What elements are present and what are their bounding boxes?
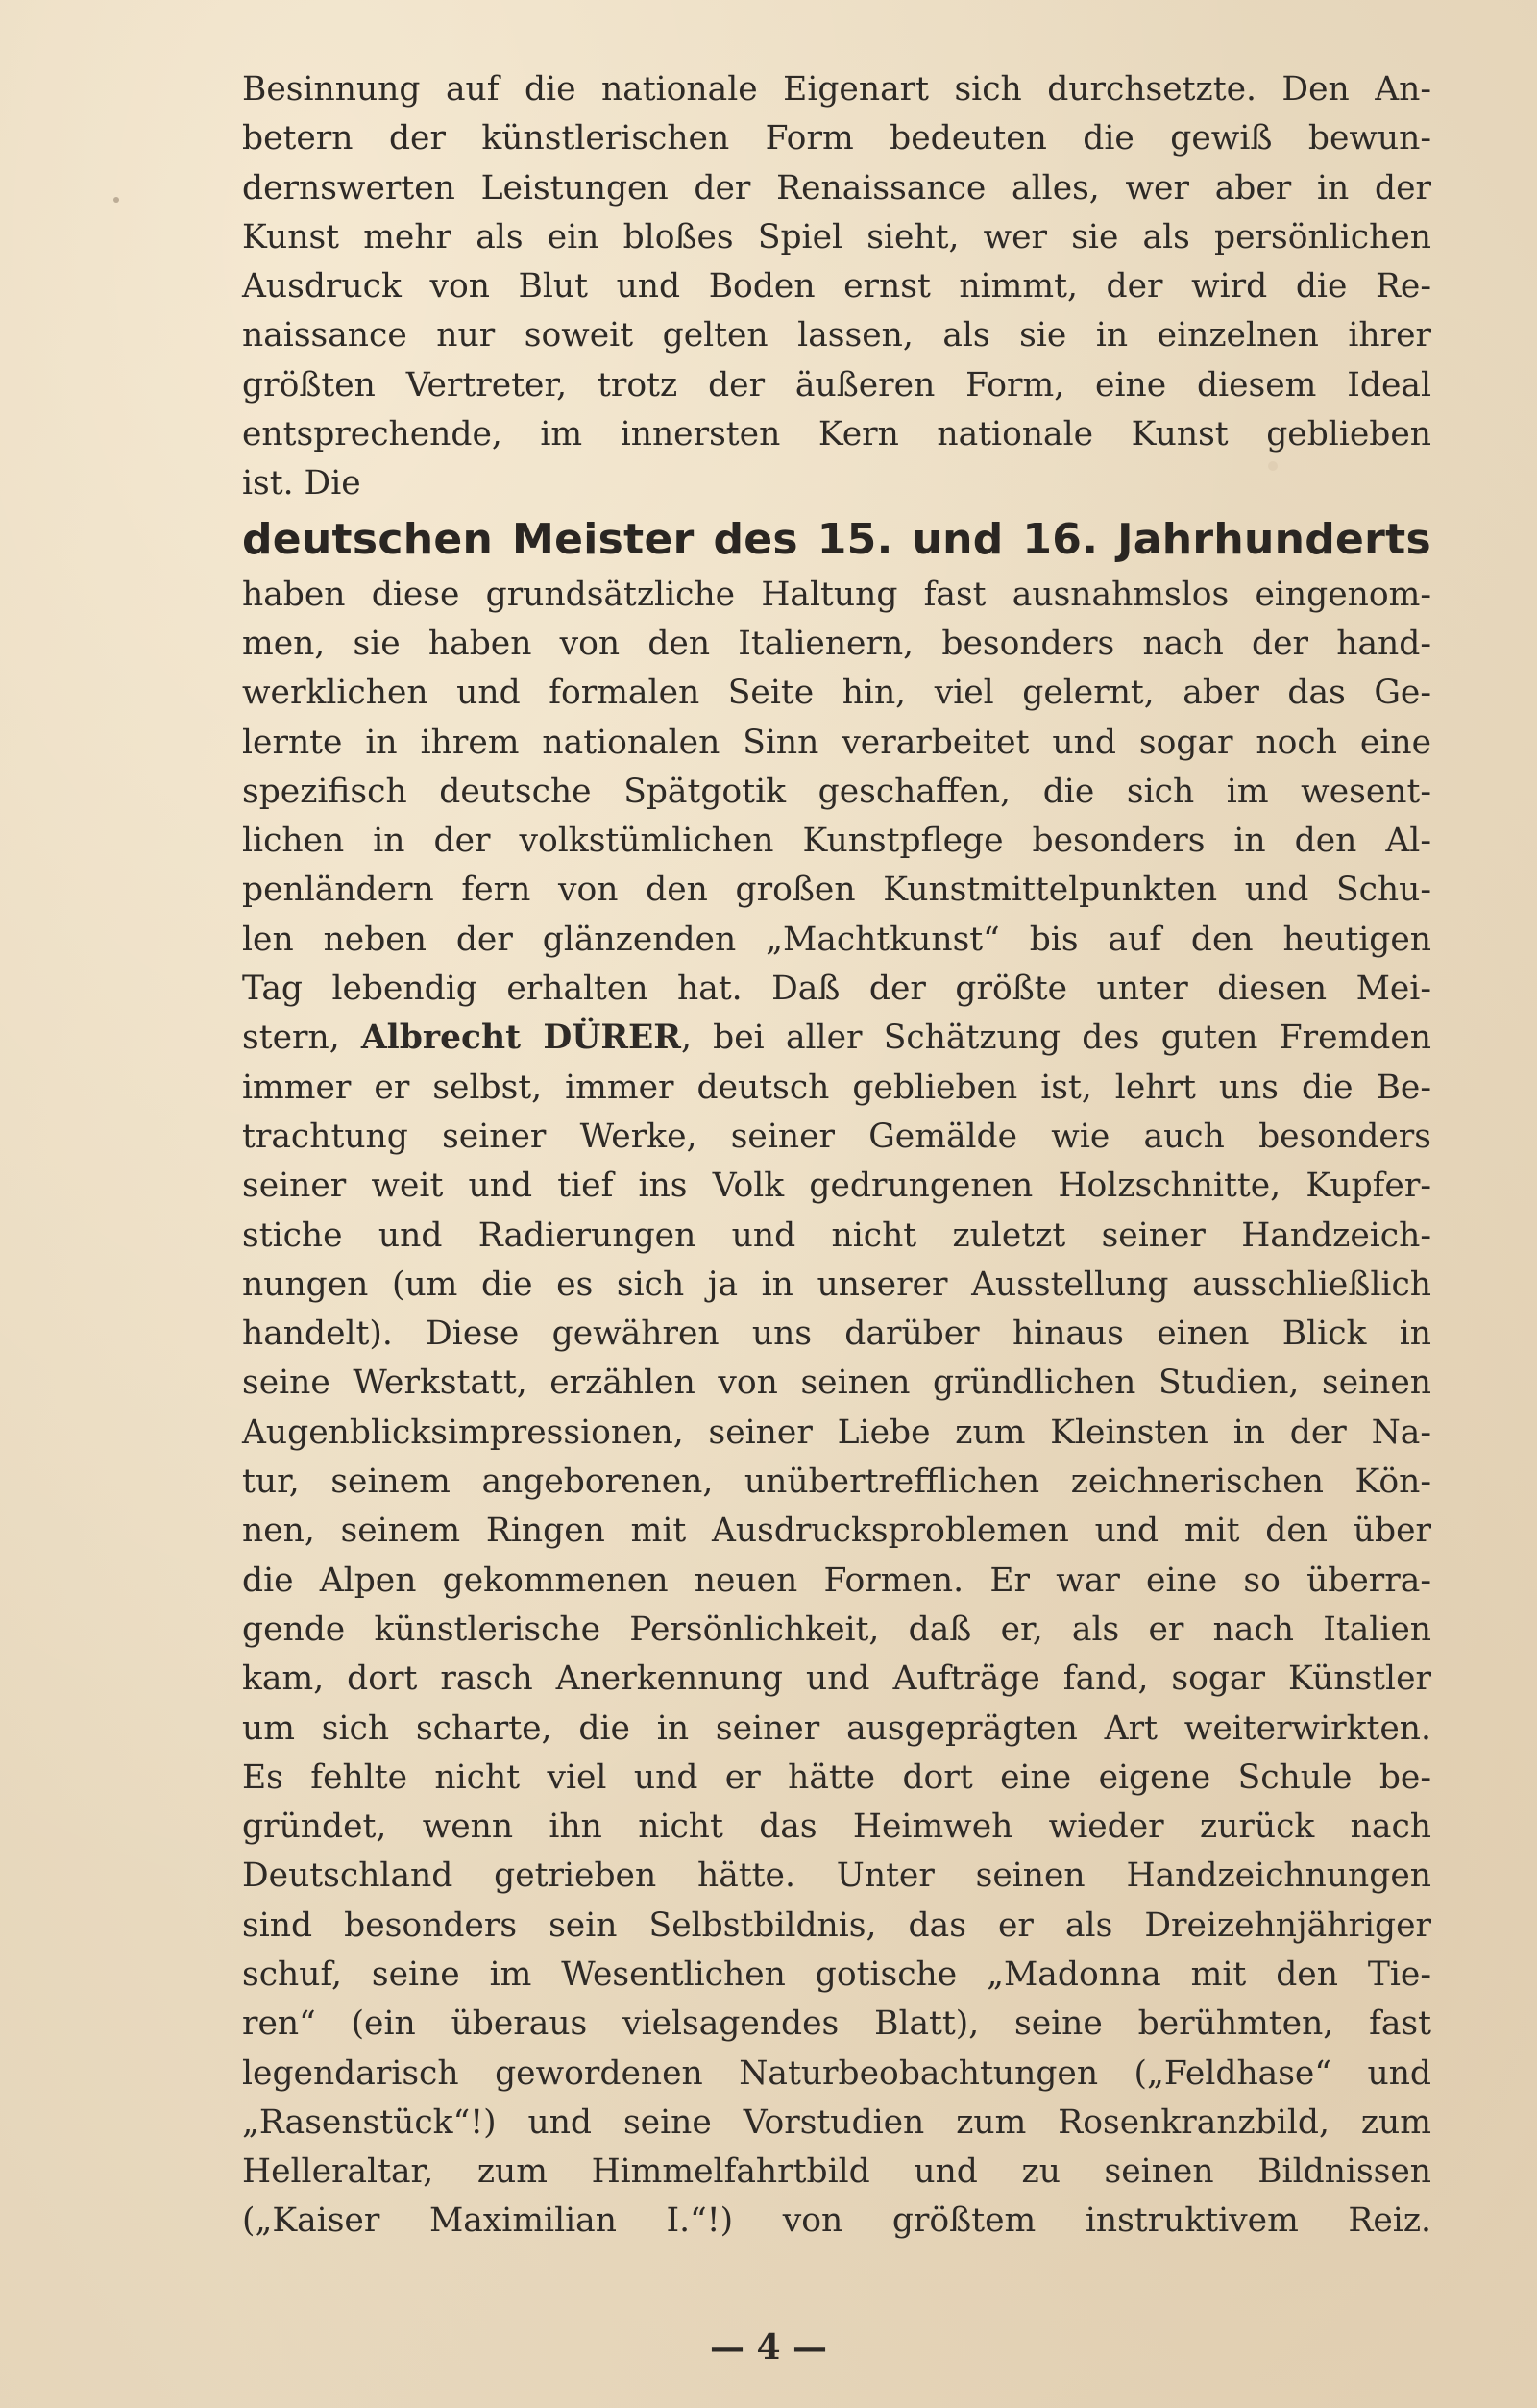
text-line: Tag lebendig erhalten hat. Daß der größte unter diesen Mei- (242, 970, 1431, 1009)
text-line: („Kaiser Maximilian I.“!) von größtem instruktivem Reiz. (242, 2201, 1431, 2241)
text-line: größten Vertreter, trotz der äußeren Form, eine diesem Ideal (242, 365, 1431, 405)
text-line: naissance nur soweit gelten lassen, als sie in einzelnen ihrer (242, 316, 1431, 356)
text-line: „Rasenstück“!) und seine Vorstudien zum Rosenkranzbild, zum (242, 2102, 1431, 2142)
text-line: Es fehlte nicht viel und er hätte dort eine eigene Schule be- (242, 1757, 1431, 1797)
paper-speck (113, 197, 119, 203)
text-line: gende künstlerische Persönlichkeit, daß er, als er nach Italien (242, 1609, 1431, 1649)
text-line: die Alpen gekommenen neuen Formen. Er war eine so überra- (242, 1560, 1431, 1600)
text-line: schuf, seine im Wesentlichen gotische „Madonna mit den Tie- (242, 1954, 1431, 1994)
text-line: um sich scharte, die in seiner ausgeprägten Art weiterwirkten. (242, 1708, 1431, 1748)
text-line: penländern fern von den großen Kunstmittelpunkten und Schu- (242, 871, 1431, 910)
text-line: nen, seinem Ringen mit Ausdrucksproblemen und mit den über (242, 1511, 1431, 1551)
text-line: Kunst mehr als ein bloßes Spiel sieht, wer sie als persönlichen (242, 217, 1431, 257)
text-line: men, sie haben von den Italienern, besonders nach der hand- (242, 624, 1431, 663)
text-line: tur, seinem angeborenen, unübertrefflichen zeichnerischen Kön- (242, 1462, 1431, 1502)
text-line: gründet, wenn ihn nicht das Heimweh wieder zurück nach (242, 1807, 1431, 1847)
text-line: seine Werkstatt, erzählen von seinen gründlichen Studien, seinen (242, 1364, 1431, 1403)
text-fragment: stern, (242, 1019, 361, 1058)
section-heading: deutschen Meister des 15. und 16. Jahrhunderts (242, 514, 1431, 564)
text-line: seiner weit und tief ins Volk gedrungenen Holzschnitte, Kupfer- (242, 1167, 1431, 1206)
text-line: entsprechende, im innersten Kern nationale Kunst geblieben (242, 415, 1431, 455)
text-line: nungen (um die es sich ja in unserer Ausstellung ausschließlich (242, 1265, 1431, 1304)
text-line: sind besonders sein Selbstbildnis, das er als Dreizehnjähriger (242, 1905, 1431, 1945)
text-line-durer (242, 1014, 1431, 1063)
text-line: Besinnung auf die nationale Eigenart sich durchsetzte. Den An- (242, 70, 1431, 109)
page-number: — 4 — (709, 2327, 828, 2368)
text-line: handelt). Diese gewähren uns darüber hinaus einen Blick in (242, 1315, 1431, 1354)
text-line: betern der künstlerischen Form bedeuten die gewiß bewun- (242, 119, 1431, 159)
text-line: ist. Die (242, 464, 361, 504)
text-line: haben diese grundsätzliche Haltung fast ausnahmslos eingenom- (242, 575, 1431, 614)
text-line: Deutschland getrieben hätte. Unter seinen Handzeichnungen (242, 1856, 1431, 1896)
text-fragment: , bei aller Schätzung des guten Fremden (680, 1019, 1432, 1058)
text-line: werklichen und formalen Seite hin, viel gelernt, aber das Ge- (242, 674, 1431, 713)
paragraph-main (242, 571, 1431, 2247)
artist-name: Albrecht DÜRER (360, 1019, 681, 1058)
text-line: Helleraltar, zum Himmelfahrtbild und zu seinen Bildnissen (242, 2152, 1431, 2192)
text-line: legendarisch gewordenen Naturbeobachtungen („Feldhase“ und (242, 2053, 1431, 2093)
text-line: lichen in der volkstümlichen Kunstpflege besonders in den Al- (242, 822, 1431, 861)
text-line: Ausdruck von Blut und Boden ernst nimmt, der wird die Re- (242, 267, 1431, 307)
text-line: ren“ (ein überaus vielsagendes Blatt), seine berühmten, fast (242, 2004, 1431, 2044)
text-column (242, 65, 1431, 2247)
text-line: Augenblicksimpressionen, seiner Liebe zum Kleinsten in der Na- (242, 1413, 1431, 1452)
text-line: spezifisch deutsche Spätgotik geschaffen, die sich im wesent- (242, 772, 1431, 811)
text-line: trachtung seiner Werke, seiner Gemälde wie auch besonders (242, 1117, 1431, 1156)
text-line: immer er selbst, immer deutsch geblieben ist, lehrt uns die Be- (242, 1068, 1431, 1107)
text-line: lernte in ihrem nationalen Sinn verarbeitet und sogar noch eine (242, 723, 1431, 762)
text-line: kam, dort rasch Anerkennung und Aufträge fand, sogar Künstler (242, 1659, 1431, 1699)
text-line: stiche und Radierungen und nicht zuletzt seiner Handzeich- (242, 1216, 1431, 1255)
paragraph-intro (242, 65, 1431, 509)
text-line: len neben der glänzenden „Machtkunst“ bis auf den heutigen (242, 920, 1431, 959)
text-line: dernswerten Leistungen der Renaissance alles, wer aber in der (242, 168, 1431, 208)
